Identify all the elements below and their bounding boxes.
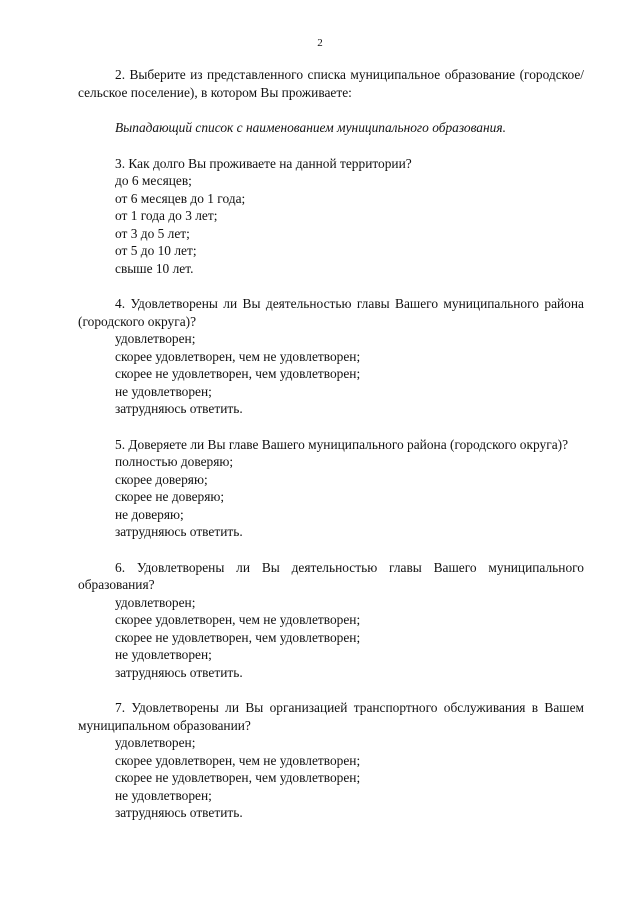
questionnaire — [78, 66, 584, 840]
answer-option: не удовлетворен; — [115, 787, 212, 803]
answer-option: от 3 до 5 лет; — [115, 225, 190, 241]
answer-option: удовлетворен; — [115, 594, 196, 610]
dropdown-note: Выпадающий список с наименованием муниципального образования. — [115, 120, 506, 135]
question-6 — [78, 559, 584, 682]
answer-option: от 6 месяцев до 1 года; — [115, 190, 246, 206]
question-text: 6. Удовлетворены ли Вы деятельностью главы Вашего муниципального образования? — [78, 559, 584, 592]
answer-options — [78, 734, 584, 822]
question-2 — [78, 66, 584, 101]
question-text: 3. Как долго Вы проживаете на данной территории? — [115, 155, 412, 171]
answer-option: скорее удовлетворен, чем не удовлетворен; — [115, 752, 361, 768]
answer-option: не удовлетворен; — [115, 383, 212, 399]
answer-options — [78, 172, 584, 277]
answer-option: затрудняюсь ответить. — [115, 401, 243, 416]
answer-option: затрудняюсь ответить. — [115, 524, 243, 539]
answer-option: от 1 года до 3 лет; — [115, 208, 218, 223]
answer-options — [78, 594, 584, 682]
answer-option: удовлетворен; — [115, 331, 196, 346]
question-5 — [78, 436, 584, 541]
answer-option: скорее не удовлетворен, чем удовлетворен; — [115, 366, 361, 381]
question-4 — [78, 295, 584, 418]
question-text: 7. Удовлетворены ли Вы организацией транспортного обслуживания в Вашем муниципальном образовании? — [78, 700, 584, 733]
answer-option: скорее не доверяю; — [115, 489, 225, 504]
answer-options — [78, 453, 584, 541]
answer-option: удовлетворен; — [115, 735, 196, 750]
question-text: 5. Доверяете ли Вы главе Вашего муниципального района (городского округа)? — [115, 436, 569, 452]
question-7 — [78, 699, 584, 822]
page-number: 2 — [317, 37, 323, 49]
answer-option: от 5 до 10 лет; — [115, 243, 197, 258]
answer-option: скорее не удовлетворен, чем удовлетворен; — [115, 629, 361, 645]
question-text: 2. Выберите из представленного списка муниципальное образование (городское/сельское поселение), в котором Вы проживаете: — [78, 67, 584, 100]
answer-options — [78, 330, 584, 418]
question-3 — [78, 155, 584, 278]
answer-option: затрудняюсь ответить. — [115, 805, 243, 820]
answer-option: затрудняюсь ответить. — [115, 664, 243, 680]
answer-option: свыше 10 лет. — [115, 260, 194, 276]
question-text: 4. Удовлетворены ли Вы деятельностью главы Вашего муниципального района (городского округа)? — [78, 296, 584, 329]
answer-option: скорее удовлетворен, чем не удовлетворен; — [115, 612, 361, 627]
answer-option: скорее удовлетворен, чем не удовлетворен; — [115, 348, 361, 364]
answer-option: полностью доверяю; — [115, 454, 234, 469]
answer-option: не доверяю; — [115, 506, 184, 522]
answer-option: до 6 месяцев; — [115, 173, 192, 188]
answer-option: не удовлетворен; — [115, 647, 212, 662]
answer-option: скорее доверяю; — [115, 471, 208, 487]
answer-option: скорее не удовлетворен, чем удовлетворен; — [115, 770, 361, 785]
